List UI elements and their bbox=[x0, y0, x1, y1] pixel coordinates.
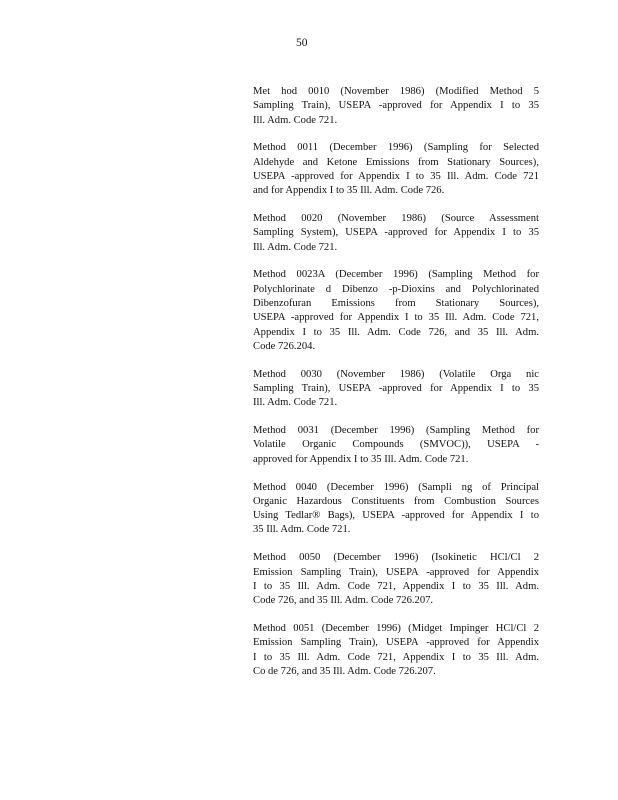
entry-line: Dibenzofuran Emissions from Stationary Sources), bbox=[253, 298, 539, 310]
method-list bbox=[253, 85, 539, 693]
entry-line: 35 Ill. Adm. Code 721. bbox=[253, 524, 351, 536]
entry-line: Method 0031 (December 1996) (Sampling Method for bbox=[253, 425, 539, 437]
entry-line: I to 35 Ill. Adm. Code 721, Appendix I to 35 Ill. Adm. bbox=[253, 580, 539, 592]
entry-line: Method 0020 (November 1986) (Source Assessment bbox=[253, 213, 539, 225]
entry-line: Ill. Adm. Code 721. bbox=[253, 114, 338, 126]
entry-line: Organic Hazardous Constituents from Combustion Sources bbox=[253, 495, 539, 507]
entry-line: Met hod 0010 (November 1986) (Modified Method 5 bbox=[253, 86, 539, 97]
entry-line: Method 0040 (December 1996) (Sampli ng of Principal bbox=[253, 481, 539, 493]
entry-line: Sampling Train), USEPA -approved for Appendix I to 35 bbox=[253, 383, 539, 395]
entry-line: USEPA -approved for Appendix I to 35 Ill. Adm. Code 721, bbox=[253, 312, 539, 324]
entry-line: Code 726.204. bbox=[253, 340, 316, 352]
method-entry-0031 bbox=[253, 424, 539, 467]
entry-line: Emission Sampling Train), USEPA -approved for Appendix bbox=[253, 637, 539, 649]
method-entry-0020 bbox=[253, 212, 539, 255]
entry-line: Aldehyde and Ketone Emissions from Stationary Sources), bbox=[253, 156, 539, 168]
entry-line: Ill. Adm. Code 721. bbox=[253, 397, 338, 409]
entry-line: USEPA -approved for Appendix I to 35 Ill. Adm. Code 721 bbox=[253, 170, 539, 182]
method-entry-0011 bbox=[253, 141, 539, 198]
entry-line: Polychlorinate d Dibenzo -p-Dioxins and Polychlorinated bbox=[253, 283, 539, 295]
entry-line: Appendix I to 35 Ill. Adm. Code 726, and 35 Ill. Adm. bbox=[253, 326, 539, 338]
entry-line: Sampling System), USEPA -approved for Appendix I to 35 bbox=[253, 227, 539, 239]
entry-line: and for Appendix I to 35 Ill. Adm. Code 726. bbox=[253, 185, 445, 197]
entry-line: Method 0030 (November 1986) (Volatile Orga nic bbox=[253, 368, 539, 380]
entry-line: Co de 726, and 35 Ill. Adm. Code 726.207. bbox=[253, 665, 436, 677]
entry-line: Ill. Adm. Code 721. bbox=[253, 241, 338, 253]
entry-line: Method 0050 (December 1996) (Isokinetic HCl/Cl 2 bbox=[253, 552, 539, 564]
method-entry-0051 bbox=[253, 622, 539, 679]
entry-line: I to 35 Ill. Adm. Code 721, Appendix I to 35 Ill. Adm. bbox=[253, 651, 539, 663]
entry-line: Code 726, and 35 Ill. Adm. Code 726.207. bbox=[253, 595, 434, 607]
entry-line: approved for Appendix I to 35 Ill. Adm. Code 721. bbox=[253, 453, 469, 465]
entry-line: Method 0051 (December 1996) (Midget Impinger HCl/Cl 2 bbox=[253, 622, 539, 634]
entry-line: Using Tedlar® Bags), USEPA -approved for Appendix I to bbox=[253, 510, 539, 522]
method-entry-0050 bbox=[253, 551, 539, 608]
method-entry-0010 bbox=[253, 85, 539, 128]
entry-line: Volatile Organic Compounds (SMVOC)), USEPA - bbox=[253, 439, 539, 451]
page-number: 50 bbox=[296, 37, 308, 49]
method-entry-0023a bbox=[253, 268, 539, 354]
method-entry-0040 bbox=[253, 481, 539, 538]
entry-line: Sampling Train), USEPA -approved for Appendix I to 35 bbox=[253, 100, 539, 112]
entry-line: Method 0023A (December 1996) (Sampling Method for bbox=[253, 269, 539, 281]
method-entry-0030 bbox=[253, 368, 539, 411]
entry-line: Emission Sampling Train), USEPA -approved for Appendix bbox=[253, 566, 539, 578]
entry-line: Method 0011 (December 1996) (Sampling for Selected bbox=[253, 142, 539, 154]
